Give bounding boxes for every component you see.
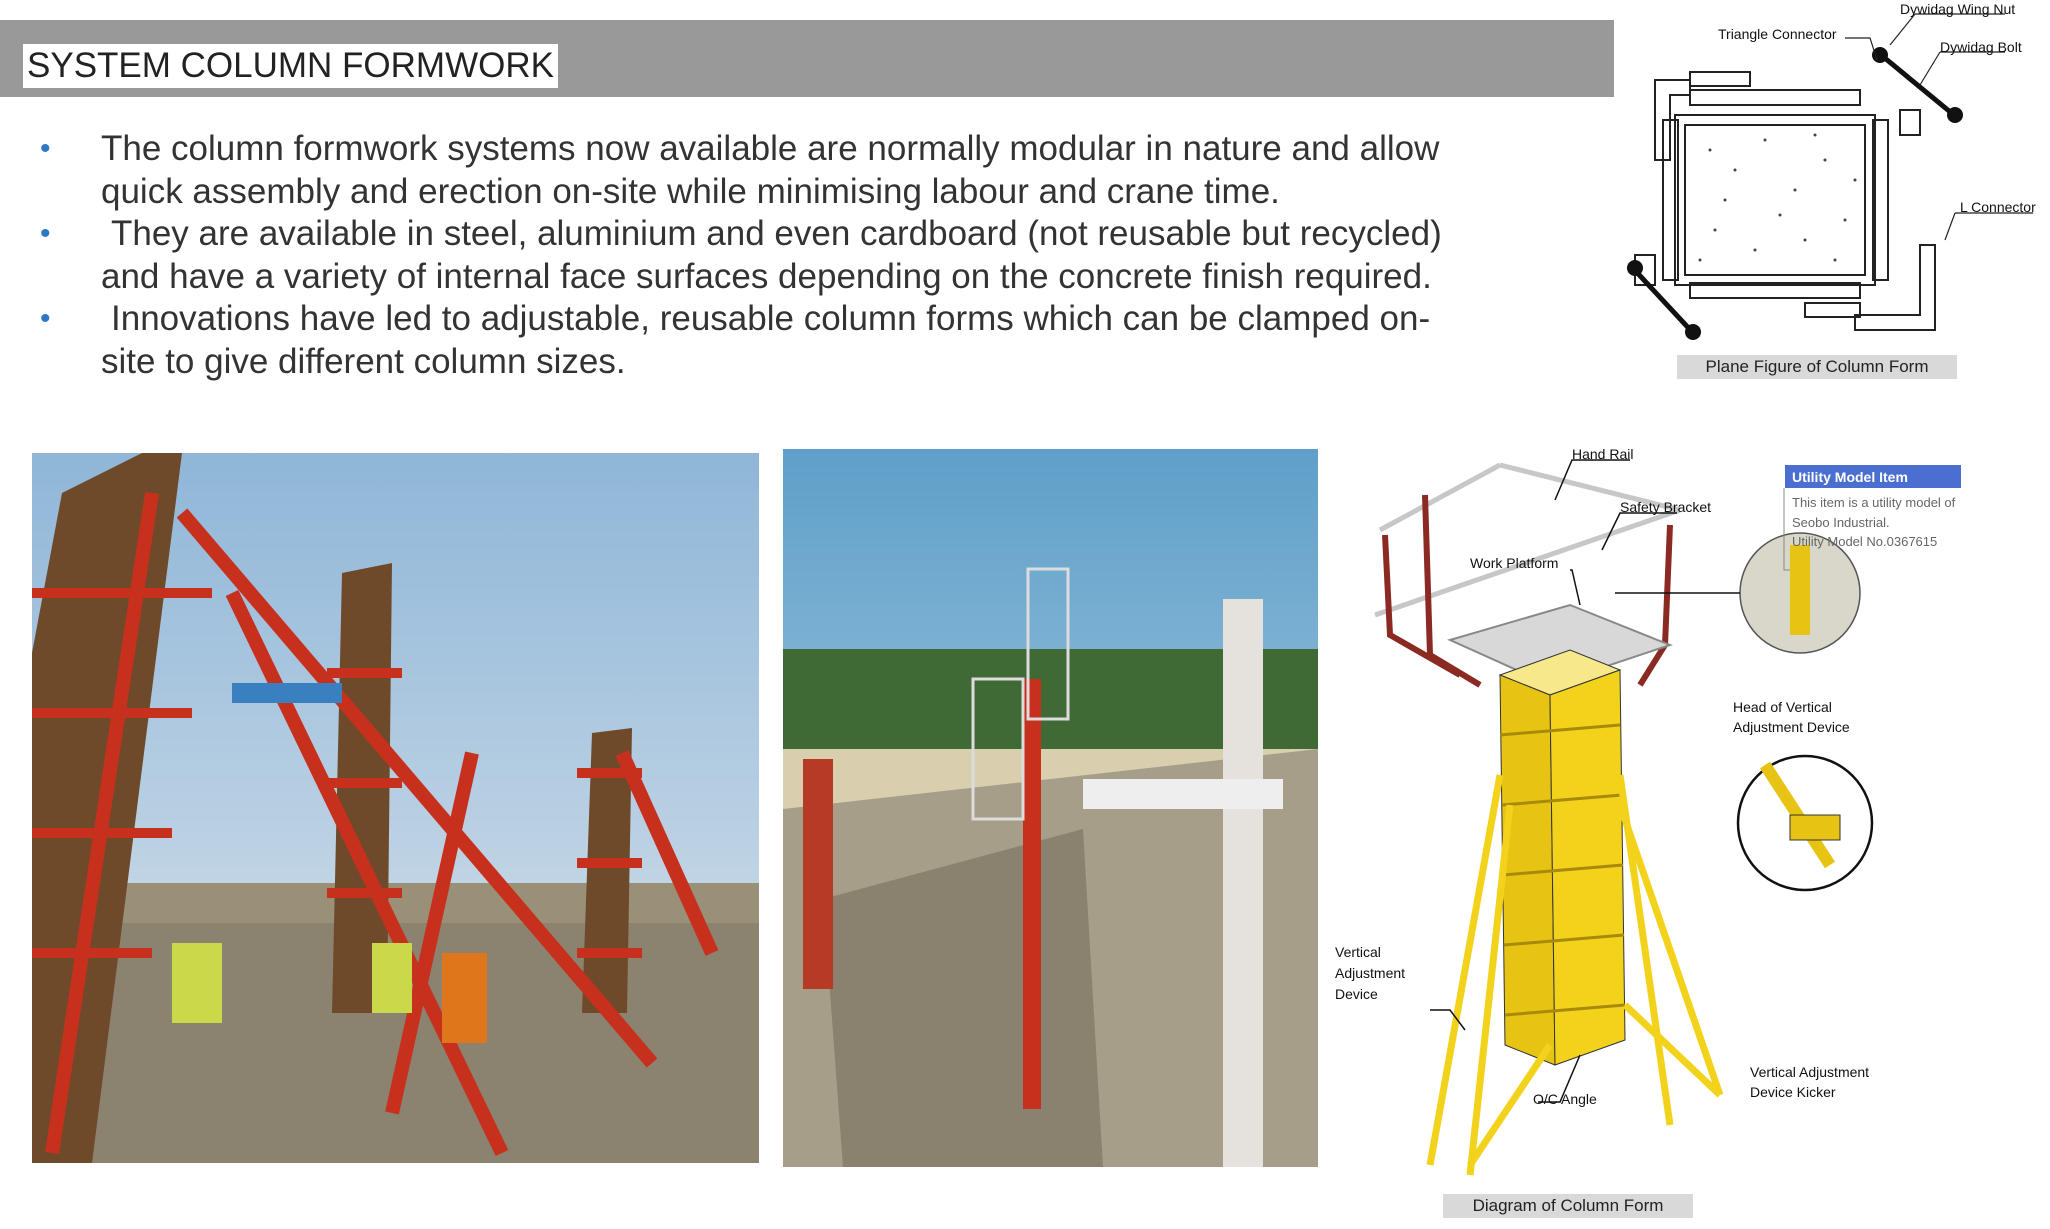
bullet-text: They are available in steel, aluminium and even cardboard (not reusable but recycled) and have a variety of internal face surfaces depending on the concrete finish required. xyxy=(101,214,1442,296)
utility-line3: Utility Model No.0367615 xyxy=(1792,534,1938,549)
bullet-list xyxy=(40,128,1480,383)
kicker-label: Vertical Adjustment xyxy=(1750,1064,1870,1080)
head-device-label: Adjustment Device xyxy=(1733,719,1850,735)
utility-line1: This item is a utility model of xyxy=(1792,495,1956,510)
oc-angle-label: O/C Angle xyxy=(1533,1091,1597,1107)
plan-figure-caption: Plane Figure of Column Form xyxy=(1677,355,1957,379)
column-outline xyxy=(1675,115,1875,285)
work-platform-label: Work Platform xyxy=(1470,555,1559,571)
utility-heading: Utility Model Item xyxy=(1792,469,1908,485)
column-form-diagram xyxy=(1335,445,2050,1225)
wing-nut-label: Dywidag Wing Nut xyxy=(1900,1,2016,17)
head-device-label: Head of Vertical xyxy=(1733,699,1832,715)
triangle-connector-label: Triangle Connector xyxy=(1718,26,1837,42)
vertical-device-label: Device xyxy=(1335,986,1378,1002)
l-connector-label: L Connector xyxy=(1960,199,2036,215)
safety-bracket-label: Safety Bracket xyxy=(1620,499,1712,515)
concrete-fill xyxy=(1699,134,1857,262)
vertical-device-label: Adjustment xyxy=(1335,965,1406,981)
vertical-device-label: Vertical xyxy=(1335,944,1381,960)
kicker-label: Device Kicker xyxy=(1750,1084,1836,1100)
l-connector-shape xyxy=(1855,245,1935,330)
hand-rail-label: Hand Rail xyxy=(1572,446,1634,462)
red-column-form xyxy=(1023,679,1041,1109)
concrete-column xyxy=(1223,599,1263,1167)
bullet-text: The column formwork systems now available are normally modular in nature and allow quick assembly and erection on-site while minimising labour and crane time. xyxy=(101,129,1440,211)
site-photo-1 xyxy=(32,453,759,1163)
dywidag-bolt-icon xyxy=(1630,50,1960,335)
bolt-label: Dywidag Bolt xyxy=(1940,39,2022,55)
plan-figure xyxy=(1615,0,2048,395)
bullet-item xyxy=(40,298,1480,383)
site-photo-2 xyxy=(783,449,1318,1167)
bullet-text: Innovations have led to adjustable, reusable column forms which can be clamped on-site to give different column sizes. xyxy=(101,299,1431,381)
diagram-caption: Diagram of Column Form xyxy=(1443,1194,1693,1218)
bullet-icon: • xyxy=(40,217,51,250)
utility-line2: Seobo Industrial. xyxy=(1792,515,1890,530)
page-title: SYSTEM COLUMN FORMWORK xyxy=(23,44,558,88)
bullet-item xyxy=(40,213,1480,298)
bullet-icon: • xyxy=(40,302,51,335)
bullet-icon: • xyxy=(40,132,51,165)
bullet-item xyxy=(40,128,1480,213)
